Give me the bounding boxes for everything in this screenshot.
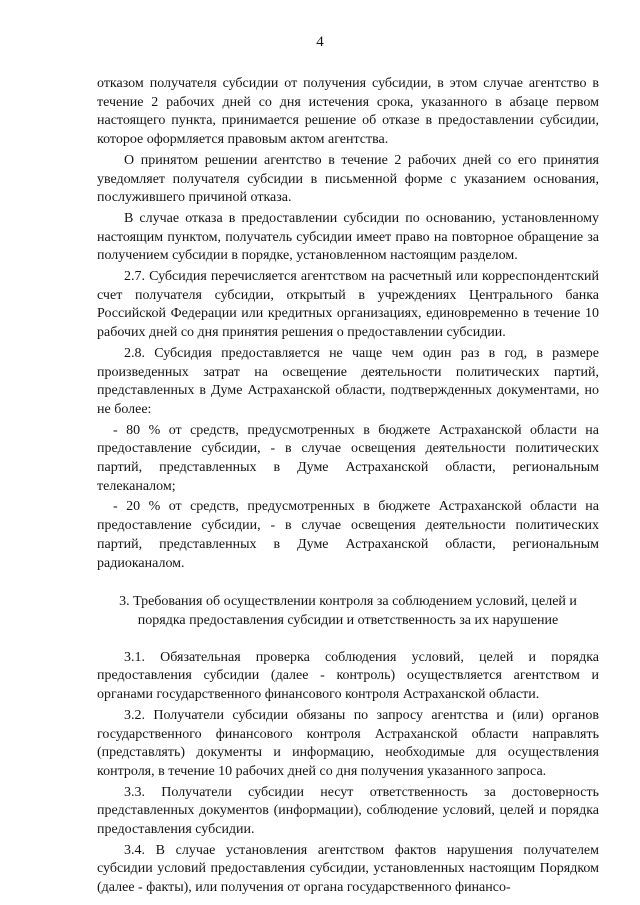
paragraph: 3.1. Обязательная проверка соблюдения условий, целей и порядка предоставления субсидии (далее - контроль) осуществляется агентством и органами государственного финансового контроля Астраханской области. [97,649,599,703]
list-item: - 20 % от средств, предусмотренных в бюджете Астраханской области на предоставление субсидии, - в случае освещения деятельности политических партий, представленных в Думе Астраханской области, региональным радиоканалом. [97,499,599,571]
paragraph: 3.2. Получатели субсидии обязаны по запросу агентства и (или) органов государственного финансового контроля Астраханской области направлять (представлять) документы и информацию, необходимые для осуществления контроля, в течение 10 рабочих дней со дня получения указанного запроса. [97,707,599,779]
document-body [97,75,599,900]
paragraph: О принятом решении агентство в течение 2 рабочих дней со его принятия уведомляет получателя субсидии в письменной форме с указанием основания, послужившего причиной отказа. [97,152,599,206]
paragraph: 3.3. Получатели субсидии несут ответственность за достоверность представленных документов (информации), соблюдение условий, целей и порядка предоставления субсидии. [97,784,599,838]
list-item: - 80 % от средств, предусмотренных в бюджете Астраханской области на предоставление субсидии, - в случае освещения деятельности политических партий, представленных в Думе Астраханской области, региональным телеканалом; [97,422,599,494]
paragraph: 2.8. Субсидия предоставляется не чаще чем один раз в год, в размере произведенных затрат на освещение деятельности политических партий, представленных в Думе Астраханской области, подтвержденных документами, но не более: [97,345,599,417]
paragraph: 3.4. В случае установления агентством фактов нарушения получателем субсидии условий предоставления субсидии, установленных настоящим Порядком (далее - факты), или получения от органа государственного финансо- [97,842,599,896]
paragraph: В случае отказа в предоставлении субсидии по основанию, установленному настоящим пунктом, получатель субсидии имеет право на повторное обращение за получением субсидии в порядке, установленном настоящим разделом. [97,210,599,264]
page-number: 4 [316,34,324,50]
paragraph: 2.7. Субсидия перечисляется агентством на расчетный или корреспондентский счет получателя субсидии, открытый в учреждениях Центрального банка Российской Федерации или кредитных организациях, единовременно в течение 10 рабочих дней со дня принятия решения о предоставлении субсидии. [97,269,599,341]
paragraph: отказом получателя субсидии от получения субсидии, в этом случае агентство в течение 2 рабочих дней со дня истечения срока, указанного в абзаце первом настоящего пункта, принимается решение об отказе в предоставлении субсидии, которое оформляется правовым актом агентства. [97,76,599,148]
section-title: 3. Требования об осуществлении контроля за соблюдением условий, целей и порядка предоставления субсидии и ответственность за их нарушение [119,594,577,628]
